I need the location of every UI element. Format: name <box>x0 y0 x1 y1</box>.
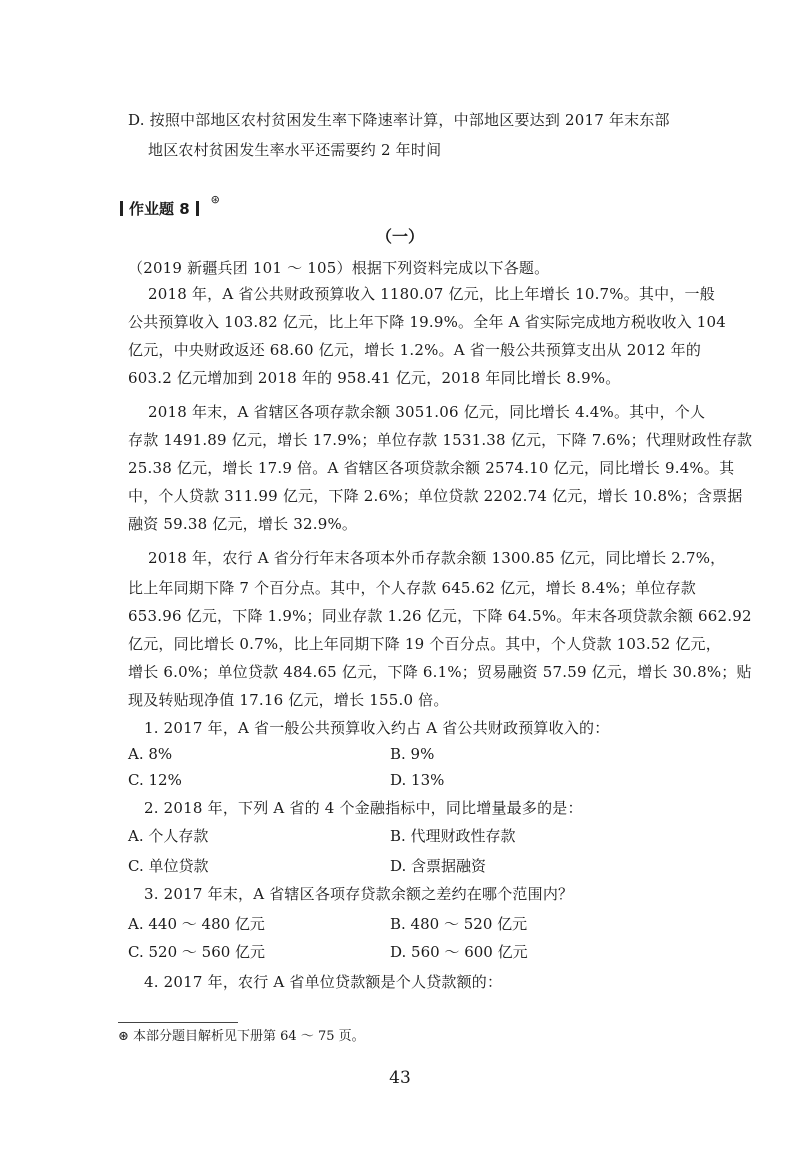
q1-option-a: A. 8% <box>128 745 173 763</box>
p2-line1: 2018 年末，A 省辖区各项存款余额 3051.06 亿元，同比增长 4.4%。其中，个人 <box>148 403 706 421</box>
p2-line3: 25.38 亿元，增长 17.9 倍。A 省辖区各项贷款余额 2574.10 亿元，同比增长 9.4%。其 <box>128 459 735 477</box>
section-heading <box>120 193 220 219</box>
footnote-text: ⊛ 本部分题目解析见下册第 64 ～ 75 页。 <box>118 1029 365 1044</box>
prev-option-d-line2: 地区农村贫困发生率水平还需要约 2 年时间 <box>148 141 442 159</box>
p1-line1: 2018 年，A 省公共财政预算收入 1180.07 亿元，比上年增长 10.7%。其中，一般 <box>148 285 715 303</box>
prev-option-d-line1: D. 按照中部地区农村贫困发生率下降速率计算，中部地区要达到 2017 年末东部 <box>128 111 670 129</box>
heading-bar-left <box>120 201 123 216</box>
q1-option-d: D. 13% <box>390 771 445 789</box>
p2-line2: 存款 1491.89 亿元，增长 17.9%；单位存款 1531.38 亿元，下降 7.6%；代理财政性存款 <box>128 431 753 449</box>
p3-line2: 比上年同期下降 7 个百分点。其中，个人存款 645.62 亿元，增长 8.4%；单位存款 <box>128 579 696 597</box>
q2-option-d: D. 含票据融资 <box>390 857 487 875</box>
q3-option-b: B. 480 ～ 520 亿元 <box>390 915 528 933</box>
q2-option-b: B. 代理财政性存款 <box>390 827 516 845</box>
p3-line5: 增长 6.0%；单位贷款 484.65 亿元，下降 6.1%；贸易融资 57.59 亿元，增长 30.8%；贴 <box>128 663 752 681</box>
q3-option-a: A. 440 ～ 480 亿元 <box>128 915 265 933</box>
page-number: 43 <box>389 1068 411 1088</box>
question-2-stem: 2. 2018 年，下列 A 省的 4 个金融指标中，同比增量最多的是： <box>144 799 583 817</box>
p1-line3: 亿元，中央财政返还 68.60 亿元，增长 1.2%。A 省一般公共预算支出从 2012 年的 <box>128 341 702 359</box>
footnote-rule <box>118 1022 238 1023</box>
q1-option-c: C. 12% <box>128 771 182 789</box>
q2-option-c: C. 单位贷款 <box>128 857 209 875</box>
question-3-stem: 3. 2017 年末，A 省辖区各项存贷款余额之差约在哪个范围内？ <box>144 885 574 903</box>
section-title: 作业题 8 <box>129 200 190 218</box>
q1-option-b: B. 9% <box>390 745 435 763</box>
p3-line1: 2018 年，农行 A 省分行年末各项本外币存款余额 1300.85 亿元，同比增长 2.7%， <box>148 549 726 567</box>
p2-line5: 融资 59.38 亿元，增长 32.9%。 <box>128 515 358 533</box>
p2-line4: 中，个人贷款 311.99 亿元，下降 2.6%；单位贷款 2202.74 亿元，增长 10.8%；含票据 <box>128 487 743 505</box>
p1-line4: 603.2 亿元增加到 2018 年的 958.41 亿元，2018 年同比增长 8.9%。 <box>128 369 621 387</box>
intro-text: （2019 新疆兵团 101 ～ 105）根据下列资料完成以下各题。 <box>128 259 550 277</box>
q3-option-d: D. 560 ～ 600 亿元 <box>390 943 528 961</box>
question-1-stem: 1. 2017 年，A 省一般公共预算收入约占 A 省公共财政预算收入的： <box>144 719 610 737</box>
footnote-mark-icon: ⊛ <box>210 193 220 206</box>
p3-line4: 亿元，同比增长 0.7%，比上年同期下降 19 个百分点。其中，个人贷款 103.52 亿元， <box>128 635 721 653</box>
heading-bar-right <box>196 201 199 216</box>
q3-option-c: C. 520 ～ 560 亿元 <box>128 943 266 961</box>
p3-line6: 现及转贴现净值 17.16 亿元，增长 155.0 倍。 <box>128 691 449 709</box>
p1-line2: 公共预算收入 103.82 亿元，比上年下降 19.9%。全年 A 省实际完成地方税收收入 104 <box>128 313 727 331</box>
q2-option-a: A. 个人存款 <box>128 827 209 845</box>
question-4-stem: 4. 2017 年，农行 A 省单位贷款额是个人贷款额的： <box>144 973 503 991</box>
p3-line3: 653.96 亿元，下降 1.9%；同业存款 1.26 亿元，下降 64.5%。年末各项贷款余额 662.92 <box>128 607 752 625</box>
subsection-title: （一） <box>375 227 424 246</box>
